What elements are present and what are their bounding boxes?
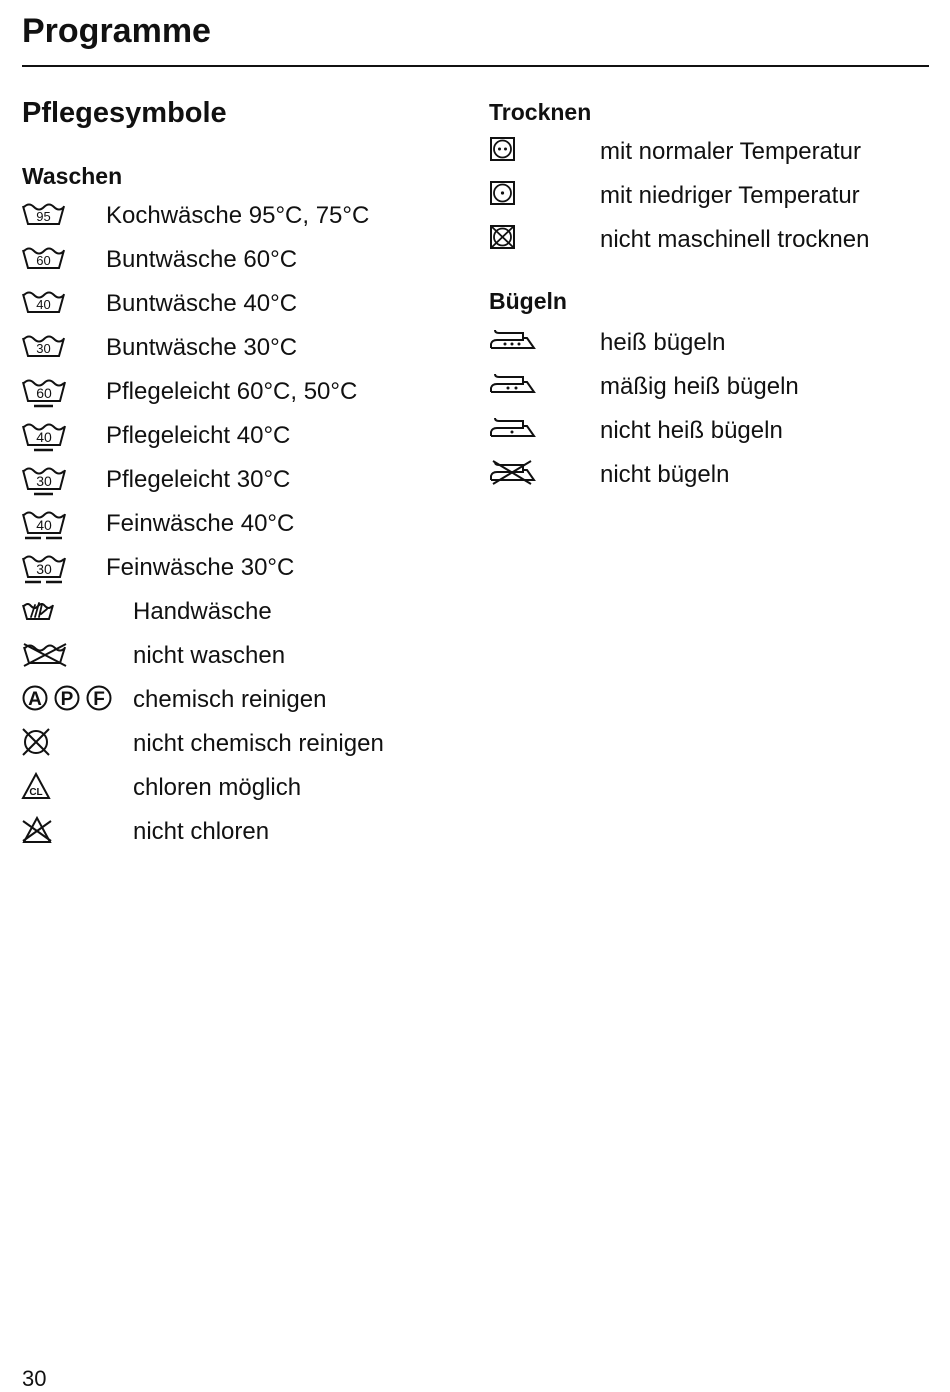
wash-temperature-number: 60	[36, 385, 52, 401]
care-symbol-label: chemisch reinigen	[133, 686, 327, 713]
do-not-tumble-dry-icon	[489, 225, 599, 265]
page-number: 30	[22, 1366, 47, 1391]
do-not-iron-icon	[489, 460, 599, 500]
care-symbol-label: mäßig heiß bügeln	[600, 373, 799, 400]
iron-low-icon	[489, 416, 599, 456]
wash-temperature-number: 40	[36, 297, 51, 312]
dry-clean-letter: F	[93, 689, 105, 710]
care-symbol-label: Handwäsche	[133, 598, 272, 625]
waschen-heading: Waschen	[22, 163, 123, 189]
dry-clean-letter: P	[60, 689, 74, 710]
wash-temperature-number: 40	[36, 517, 52, 533]
dry-clean-apf-icon	[22, 685, 132, 725]
tumble-dry-normal-icon	[489, 137, 599, 177]
care-symbol-label: Feinwäsche 30°C	[106, 554, 295, 581]
buegeln-heading: Bügeln	[489, 288, 567, 314]
section-title: Pflegesymbole	[22, 97, 227, 129]
hand-wash-icon	[22, 597, 132, 637]
care-symbol-label: Pflegeleicht 40°C	[106, 422, 291, 449]
tumble-dry-low-icon	[489, 181, 599, 221]
chlorine-label-text: CL	[29, 787, 43, 798]
care-symbol-label: Kochwäsche 95°C, 75°C	[106, 202, 370, 229]
chlorine-bleach-icon	[22, 773, 132, 813]
care-symbol-label: mit normaler Temperatur	[600, 138, 861, 165]
dry-clean-letter: A	[28, 689, 42, 710]
iron-hot-icon	[489, 328, 599, 368]
title-divider	[22, 65, 929, 67]
do-not-dry-clean-icon	[22, 729, 132, 769]
care-symbol-label: nicht bügeln	[600, 461, 730, 488]
wash-temperature-number: 95	[36, 209, 51, 224]
trocknen-heading: Trocknen	[489, 99, 592, 125]
care-symbol-label: nicht chemisch reinigen	[133, 730, 384, 757]
care-symbol-label: Buntwäsche 30°C	[106, 334, 298, 361]
care-symbol-label: nicht chloren	[133, 818, 270, 845]
wash-temperature-number: 60	[36, 253, 51, 268]
care-symbol-label: Buntwäsche 60°C	[106, 246, 298, 273]
wash-temperature-number: 30	[36, 341, 51, 356]
care-symbol-label: nicht waschen	[133, 642, 286, 669]
care-symbol-label: Feinwäsche 40°C	[106, 510, 295, 537]
care-symbol-label: mit niedriger Temperatur	[600, 182, 860, 209]
wash-temperature-number: 30	[36, 473, 52, 489]
care-symbol-label: nicht maschinell trocknen	[600, 226, 870, 253]
care-symbol-label: Pflegeleicht 60°C, 50°C	[106, 378, 358, 405]
care-symbol-label: Buntwäsche 40°C	[106, 290, 298, 317]
care-symbol-label: chloren möglich	[133, 774, 302, 801]
iron-medium-icon	[489, 372, 599, 412]
do-not-bleach-icon	[22, 817, 132, 857]
care-symbol-label: heiß bügeln	[600, 329, 726, 356]
do-not-wash-icon	[22, 641, 132, 681]
wash-temperature-number: 30	[36, 561, 52, 577]
care-symbol-label: nicht heiß bügeln	[600, 417, 783, 444]
wash-temperature-number: 40	[36, 429, 52, 445]
page-title: Programme	[22, 12, 211, 50]
care-symbol-label: Pflegeleicht 30°C	[106, 466, 291, 493]
